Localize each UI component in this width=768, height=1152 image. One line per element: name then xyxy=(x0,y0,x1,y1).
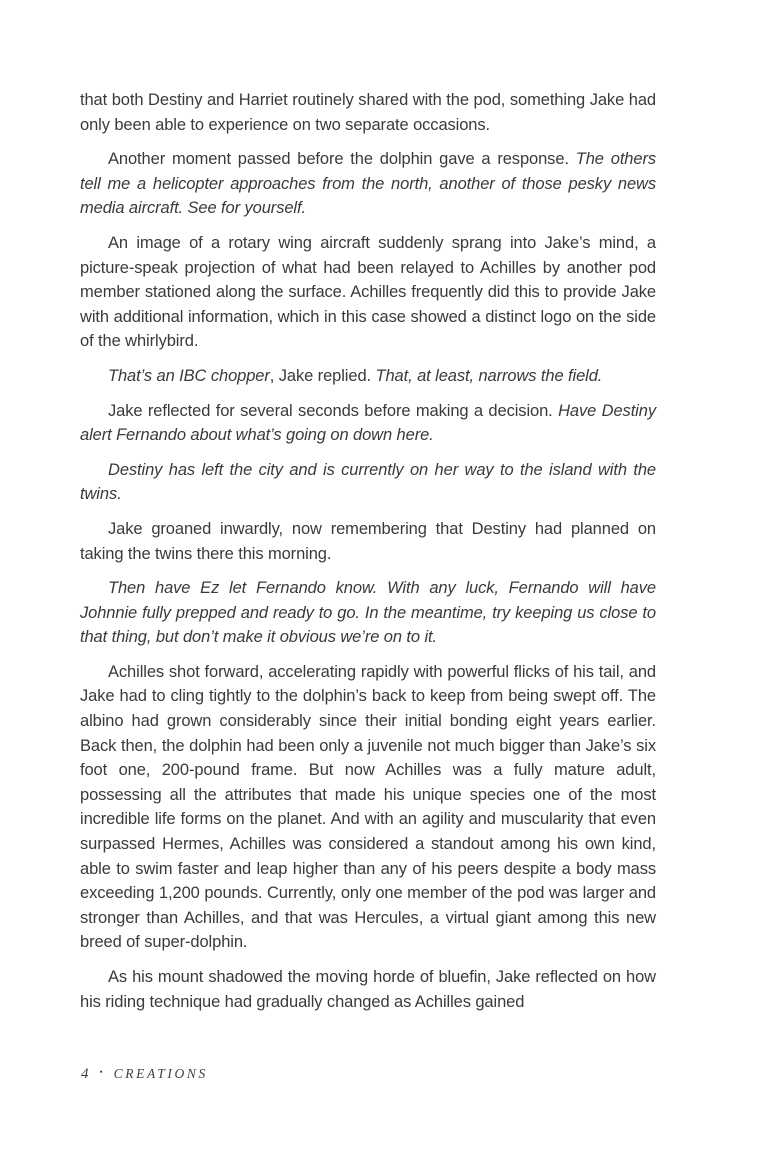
narration-text: , Jake replied. xyxy=(269,366,376,385)
book-title: CREATIONS xyxy=(113,1066,208,1081)
narration-text: As his mount shadowed the moving horde of bluefin, Jake reflected on how his riding technique had gradually changed as Achilles gained xyxy=(80,968,656,1011)
paragraph xyxy=(80,231,656,354)
page-text xyxy=(80,88,656,1014)
paragraph xyxy=(80,147,656,221)
paragraph xyxy=(80,517,656,566)
page-number: 4 xyxy=(81,1066,89,1082)
narration-text: that both Destiny and Harriet routinely shared with the pod, something Jake had only been able to experience on two separate occasions. xyxy=(80,91,656,134)
page-footer xyxy=(81,1066,208,1083)
paragraph xyxy=(80,88,656,137)
paragraph xyxy=(80,364,656,389)
telepathy-text: Have Destiny alert Fernando about what’s going on down here. xyxy=(80,401,656,445)
paragraph xyxy=(80,965,656,1014)
narration-text: Achilles shot forward, accelerating rapidly with powerful flicks of his tail, and Jake had to cling tightly to the dolphin’s back to keep from being swept off. The albino had grown considerably since their initial bonding eight years earlier. Back then, the dolphin had been only a juvenile not much bigger than Jake’s six foot one, 200-pound frame. But now Achilles was a fully mature adult, possessing all the attributes that made his unique species one of the most incredible life forms on the planet. And with an agility and muscularity that even surpassed Hermes, Achilles was considered a standout among his own kind, able to swim faster and leap higher than any of his peers despite a body mass exceeding 1,200 pounds. Currently, only one member of the pod was larger and stronger than Achilles, and that was Hercules, a virtual giant among this new breed of super-dolphin. xyxy=(80,662,656,952)
narration-text: Jake groaned inwardly, now remembering that Destiny had planned on taking the twins there this morning. xyxy=(80,519,656,563)
paragraph xyxy=(80,660,656,955)
paragraph xyxy=(80,399,656,448)
telepathy-text: That’s an IBC chopper xyxy=(108,366,270,385)
paragraph xyxy=(80,576,656,650)
telepathy-text: Destiny has left the city and is currently on her way to the island with the twins. xyxy=(80,460,656,504)
footer-bullet-icon: • xyxy=(99,1067,103,1077)
narration-text: An image of a rotary wing aircraft suddenly sprang into Jake’s mind, a picture-speak projection of what had been relayed to Achilles by another pod member stationed along the surface. Achilles frequently did this to provide Jake with additional information, which in this case showed a distinct logo on the side of the whirlybird. xyxy=(80,233,656,351)
telepathy-text: That, at least, narrows the field. xyxy=(375,366,603,385)
paragraph xyxy=(80,458,656,507)
narration-text: Another moment passed before the dolphin gave a response. xyxy=(108,150,576,169)
narration-text: Jake reflected for several seconds before making a decision. xyxy=(108,401,559,420)
telepathy-text: The others tell me a helicopter approaches from the north, another of those pesky news media aircraft. See for yourself. xyxy=(80,150,656,218)
telepathy-text: Then have Ez let Fernando know. With any luck, Fernando will have Johnnie fully prepped and ready to go. In the meantime, try keeping us close to that thing, but don’t make it obvious we’re on to it. xyxy=(80,579,656,647)
